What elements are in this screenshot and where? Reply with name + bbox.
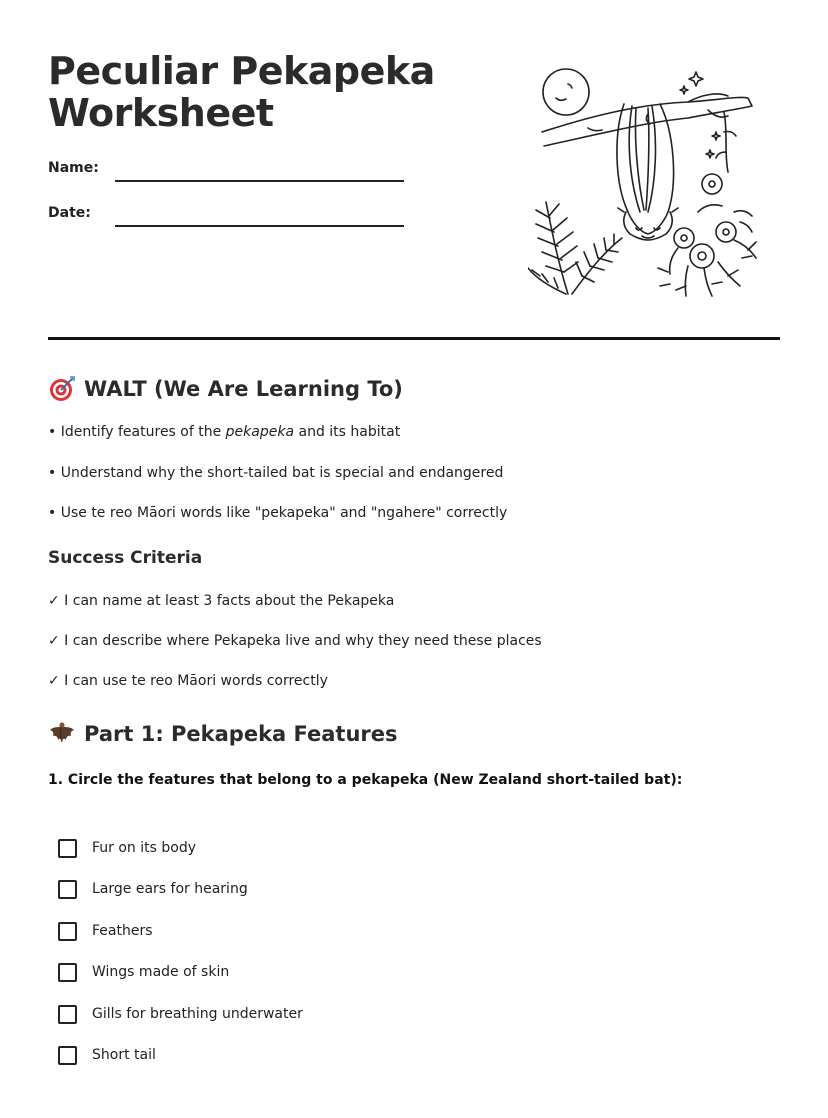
option-label: Gills for breathing underwater bbox=[92, 1006, 303, 1022]
walt-item-3: • Use te reo Māori words like "pekapeka" and "ngahere" correctly bbox=[48, 505, 508, 521]
bat-icon bbox=[48, 720, 76, 748]
success-item-1: ✓ I can name at least 3 facts about the Pekapeka bbox=[48, 593, 395, 609]
option-fur[interactable] bbox=[58, 836, 196, 860]
walt-item-1-emphasis: pekapeka bbox=[225, 424, 295, 440]
walt-heading bbox=[48, 374, 403, 404]
option-skin-wings[interactable] bbox=[58, 960, 229, 984]
option-feathers[interactable] bbox=[58, 919, 153, 943]
worksheet-page bbox=[48, 0, 780, 1118]
option-label: Fur on its body bbox=[92, 840, 197, 856]
bat-hanging-from-branch-illustration bbox=[528, 62, 764, 302]
part1-heading bbox=[48, 719, 398, 749]
part1-heading-text: Part 1: Pekapeka Features bbox=[84, 722, 398, 746]
walt-item-1: • Identify features of the pekapeka and its habitat bbox=[48, 424, 401, 440]
date-label: Date: bbox=[48, 205, 91, 221]
option-short-tail[interactable] bbox=[58, 1043, 156, 1067]
option-label: Large ears for hearing bbox=[92, 881, 248, 897]
question-1: 1. Circle the features that belong to a pekapeka (New Zealand short-tailed bat): bbox=[48, 772, 683, 788]
walt-heading-text: WALT (We Are Learning To) bbox=[84, 377, 403, 401]
date-input-line[interactable] bbox=[115, 225, 404, 227]
target-dart-icon bbox=[48, 375, 76, 403]
option-label: Wings made of skin bbox=[92, 964, 230, 980]
name-label: Name: bbox=[48, 160, 99, 176]
checkbox[interactable] bbox=[58, 1005, 77, 1024]
page-title: Peculiar Pekapeka Worksheet bbox=[48, 49, 435, 135]
success-item-3: ✓ I can use te reo Māori words correctly bbox=[48, 673, 328, 689]
option-label: Short tail bbox=[92, 1047, 156, 1063]
walt-item-2: • Understand why the short-tailed bat is special and endangered bbox=[48, 465, 504, 481]
section-divider bbox=[48, 337, 780, 340]
option-gills[interactable] bbox=[58, 1002, 303, 1026]
success-criteria-heading: Success Criteria bbox=[48, 548, 203, 568]
option-label: Feathers bbox=[92, 923, 153, 939]
checkbox[interactable] bbox=[58, 839, 77, 858]
option-large-ears[interactable] bbox=[58, 877, 248, 901]
name-input-line[interactable] bbox=[115, 180, 404, 182]
checkbox[interactable] bbox=[58, 880, 77, 899]
checkbox[interactable] bbox=[58, 922, 77, 941]
checkbox[interactable] bbox=[58, 963, 77, 982]
success-item-2: ✓ I can describe where Pekapeka live and why they need these places bbox=[48, 633, 542, 649]
checkbox[interactable] bbox=[58, 1046, 77, 1065]
